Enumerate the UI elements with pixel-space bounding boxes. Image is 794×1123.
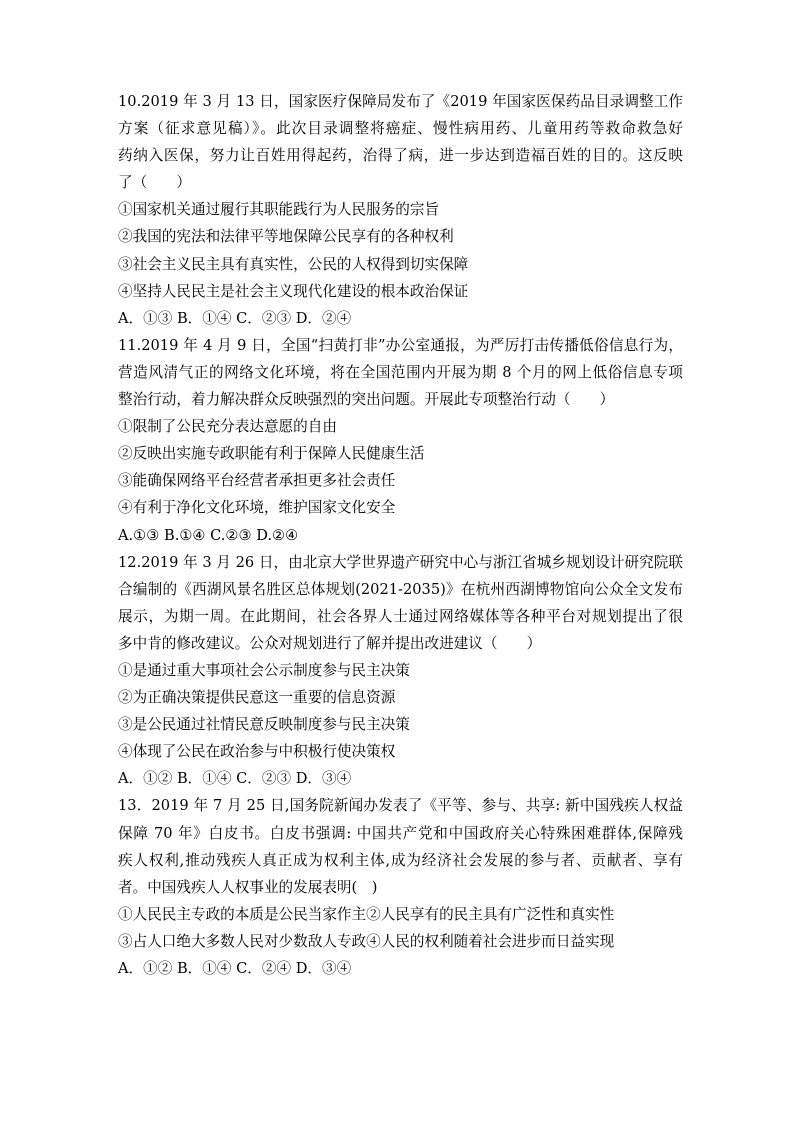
answer-choices: A.①③ B.①④ C.②③ D.②④ xyxy=(118,526,299,544)
question-stem-line: 了（ ） xyxy=(118,174,191,192)
question-12 xyxy=(118,549,683,793)
question-stem-line: 者。中国残疾人人权事业的发展表明( ) xyxy=(118,878,378,896)
option-line: ①限制了公民充分表达意愿的自由 xyxy=(118,418,337,436)
question-stem-line: 方案（征求意见稿）》。此次目录调整将癌症、慢性病用药、儿童用药等救命救急好 xyxy=(118,120,683,138)
question-stem-line: 营造风清气正的网络文化环境，将在全国范围内开展为期 8 个月的网上低俗信息专项 xyxy=(118,363,683,381)
option-line: ③是公民通过社情民意反映制度参与民主决策 xyxy=(118,716,410,734)
question-stem-line: 合编制的《西湖风景名胜区总体规划(2021-2035)》在杭州西湖博物馆向公众全文发布 xyxy=(118,580,683,598)
option-line: ④坚持人民民主是社会主义现代化建设的根本政治保证 xyxy=(118,282,469,300)
answer-choices: A．①② B．①④ C．②③ D．③④ xyxy=(118,770,352,788)
question-stem-line: 10.2019 年 3 月 13 日，国家医疗保障局发布了《2019 年国家医保药品目录调整工作 xyxy=(118,93,683,110)
question-stem-line: 药纳入医保，努力让百姓用得起药，治得了病，进一步达到造福百姓的目的。这反映 xyxy=(118,147,683,165)
question-stem-line: 疾人权利,推动残疾人真正成为权利主体,成为经济社会发展的参与者、贡献者、享有 xyxy=(118,851,683,869)
question-stem-line: 展示，为期一周。在此期间，社会各界人士通过网络媒体等各种平台对规划提出了很 xyxy=(118,607,683,625)
answer-choices: A．①② B．①④ C．②④ D．③④ xyxy=(118,960,352,977)
question-11 xyxy=(118,332,683,549)
option-line: ②我国的宪法和法律平等地保障公民享有的各种权利 xyxy=(118,228,454,246)
question-stem-line: 11.2019 年 4 月 9 日，全国“扫黄打非”办公室通报，为严厉打击传播低俗信息行为， xyxy=(118,336,683,354)
option-line: ③社会主义民主具有真实性，公民的人权得到切实保障 xyxy=(118,255,469,273)
option-line: ③占人口绝大多数人民对少数敌人专政④人民的权利随着社会进步而日益实现 xyxy=(118,932,615,950)
option-line: ①人民民主专政的本质是公民当家作主②人民享有的民主具有广泛性和真实性 xyxy=(118,905,615,923)
option-line: ①国家机关通过履行其职能践行为人民服务的宗旨 xyxy=(118,201,440,219)
question-stem-line: 整治行动，着力解决群众反映强烈的突出问题。开展此专项整治行动（ ） xyxy=(118,391,615,409)
option-line: ④有利于净化文化环境，维护国家文化安全 xyxy=(118,499,396,517)
option-line: ①是通过重大事项社会公示制度参与民主决策 xyxy=(118,661,410,679)
document-page xyxy=(118,88,683,982)
answer-choices: A．①③ B．①④ C．②③ D．②④ xyxy=(118,309,352,327)
question-13 xyxy=(118,792,683,982)
option-line: ④体现了公民在政治参与中积极行使决策权 xyxy=(118,743,396,761)
question-stem-line: 多中肯的修改建议。公众对规划进行了解并提出改进建议（ ） xyxy=(118,634,542,652)
option-line: ②为正确决策提供民意这一重要的信息资源 xyxy=(118,689,396,707)
option-line: ②反映出实施专政职能有利于保障人民健康生活 xyxy=(118,445,425,463)
question-10 xyxy=(118,88,683,332)
question-stem-line: 12.2019 年 3 月 26 日，由北京大学世界遗产研究中心与浙江省城乡规划设计研究院联 xyxy=(118,553,683,571)
option-line: ③能确保网络平台经营者承担更多社会责任 xyxy=(118,472,396,490)
question-stem-line: 保障 70 年》白皮书。白皮书强调: 中国共产党和中国政府关心特殊困难群体,保障残 xyxy=(118,824,683,842)
question-stem-line: 13．2019 年 7 月 25 日,国务院新闻办发表了《平等、参与、共享: 新中国残疾人权益 xyxy=(118,797,683,815)
